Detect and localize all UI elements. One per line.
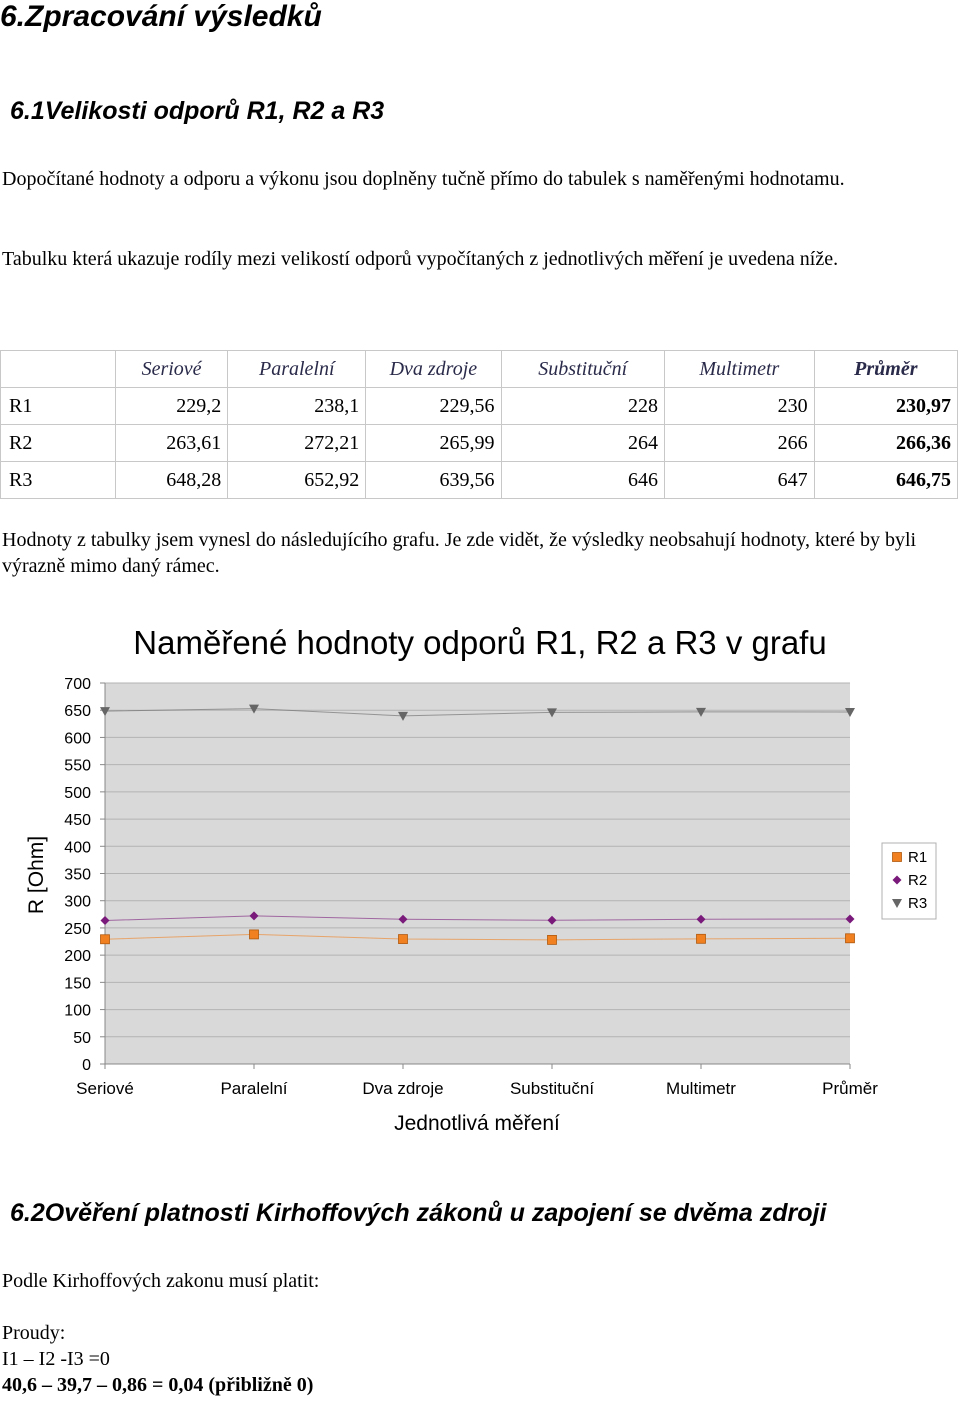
legend-marker-r1 xyxy=(893,853,902,862)
currents-label: Proudy: xyxy=(2,1322,66,1344)
table-header-cell: Dva zdroje xyxy=(366,351,501,388)
current-equation-result: 40,6 – 39,7 – 0,86 = 0,04 (přibližně 0) xyxy=(2,1374,314,1396)
table-cell: 266 xyxy=(664,425,814,462)
x-tick-label: Multimetr xyxy=(666,1079,736,1098)
table-cell: 230 xyxy=(664,388,814,425)
y-tick-label: 50 xyxy=(73,1029,91,1047)
table-cell: 263,61 xyxy=(115,425,227,462)
kirchhoff-intro: Podle Kirhoffových zakonu musí platit: xyxy=(2,1270,320,1292)
table-row xyxy=(1,425,958,462)
table-cell: 652,92 xyxy=(228,462,366,499)
table-cell: 238,1 xyxy=(228,388,366,425)
x-tick-label: Paralelní xyxy=(220,1079,288,1098)
y-axis-label: R [Ohm] xyxy=(25,835,48,915)
paragraph-2: Tabulku která ukazuje rodíly mezi velikostí odporů vypočítaných z jednotlivých měření je uvedena níže. xyxy=(2,248,839,270)
table-row xyxy=(1,388,958,425)
chart-legend xyxy=(882,843,936,919)
x-tick-label: Seriové xyxy=(76,1079,134,1098)
y-tick-label: 250 xyxy=(64,920,91,938)
legend-label: R1 xyxy=(908,849,928,866)
table-header-cell xyxy=(1,351,116,388)
y-tick-label: 600 xyxy=(64,730,91,748)
x-tick-label: Dva zdroje xyxy=(362,1079,444,1098)
table-cell: 648,28 xyxy=(115,462,227,499)
y-tick-label: 400 xyxy=(64,839,91,857)
current-equation: I1 – I2 -I3 =0 xyxy=(2,1348,110,1370)
x-tick-label: Průměr xyxy=(822,1079,878,1098)
table-row-label: R1 xyxy=(1,388,116,425)
table-cell: 228 xyxy=(501,388,664,425)
y-tick-label: 300 xyxy=(64,893,91,911)
y-tick-label: 650 xyxy=(64,703,91,721)
table-cell: 646 xyxy=(501,462,664,499)
data-point-r1 xyxy=(399,935,408,944)
data-point-r1 xyxy=(697,934,706,943)
y-tick-label: 700 xyxy=(64,676,91,693)
data-point-r1 xyxy=(548,935,557,944)
table-cell: 639,56 xyxy=(366,462,501,499)
subsection-title-1: 6.1Velikosti odporů R1, R2 a R3 xyxy=(10,97,385,125)
table-cell: 264 xyxy=(501,425,664,462)
chart-title: Naměřené hodnoty odporů R1, R2 a R3 v grafu xyxy=(133,624,827,661)
y-tick-label: 200 xyxy=(64,948,91,966)
table-cell: 647 xyxy=(664,462,814,499)
data-point-r1 xyxy=(846,934,855,943)
table-cell-average: 230,97 xyxy=(814,388,957,425)
y-tick-label: 0 xyxy=(82,1057,91,1074)
x-tick-label: Substituční xyxy=(509,1079,595,1098)
legend-label: R2 xyxy=(908,872,928,889)
y-tick-label: 550 xyxy=(64,757,91,775)
table-cell-average: 266,36 xyxy=(814,425,957,462)
table-cell-average: 646,75 xyxy=(814,462,957,499)
y-tick-label: 450 xyxy=(64,812,91,830)
table-header-cell: Multimetr xyxy=(664,351,814,388)
section-title: 6.Zpracování výsledků xyxy=(0,0,322,33)
table-cell: 229,2 xyxy=(115,388,227,425)
y-tick-label: 350 xyxy=(64,866,91,884)
y-tick-label: 100 xyxy=(64,1002,91,1020)
table-header-cell: Substituční xyxy=(501,351,664,388)
data-point-r1 xyxy=(101,935,110,944)
table-header-cell: Paralelní xyxy=(228,351,366,388)
table-header-cell: Průměr xyxy=(814,351,957,388)
resistance-chart xyxy=(0,610,960,1150)
table-header-row xyxy=(1,351,958,388)
table-cell: 229,56 xyxy=(366,388,501,425)
data-point-r1 xyxy=(250,930,259,939)
paragraph-3: Hodnoty z tabulky jsem vynesl do následujícího grafu. Je zde vidět, že výsledky neobsahují hodnoty, které by byli výrazně mimo daný rámec. xyxy=(2,529,917,577)
table-cell: 265,99 xyxy=(366,425,501,462)
paragraph-1: Dopočítané hodnoty a odporu a výkonu jsou doplněny tučně přímo do tabulek s naměřenými hodnotamu. xyxy=(2,168,845,190)
table-cell: 272,21 xyxy=(228,425,366,462)
table-row-label: R3 xyxy=(1,462,116,499)
x-axis-label: Jednotlivá měření xyxy=(394,1112,560,1135)
y-tick-label: 500 xyxy=(64,784,91,802)
y-tick-label: 150 xyxy=(64,975,91,993)
resistance-table xyxy=(0,350,958,499)
table-row xyxy=(1,462,958,499)
table-row-label: R2 xyxy=(1,425,116,462)
subsection-title-2: 6.2Ověření platnosti Kirhoffových zákonů u zapojení se dvěma zdroji xyxy=(10,1199,827,1227)
table-header-cell: Seriové xyxy=(115,351,227,388)
legend-label: R3 xyxy=(908,895,928,912)
